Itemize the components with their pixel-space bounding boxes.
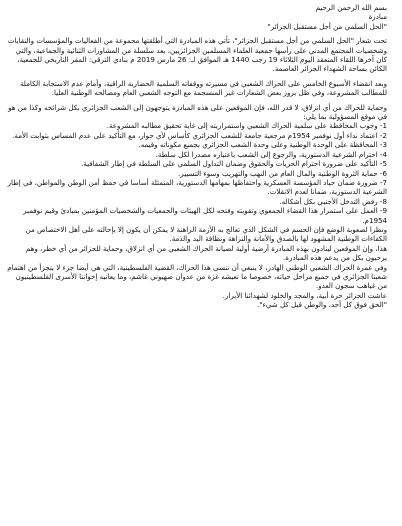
list-item: 1- وجوب المحافظة على سلمية الحراك الشعبي واستمراريته إلى غاية تحقيق مطالبه المشروعة.	[106, 121, 387, 131]
list-item: 4- احترام الشرعية الدستورية، والرجوع إلى الشعب باعتباره مصدرا لكل سلطة.	[155, 149, 387, 159]
list-item: 9- العمل على استمرار هذا الفضاء الجمعوي وتقويته وفتحه لكل الهيئات والجمعيات والشخصيات المؤمنين بمبادئ وقيم نوفمبر 1954م.	[23, 206, 387, 225]
initiative-heading: مبادرة	[368, 12, 387, 22]
body-paragraph: هذا، وإن الموقعين لينادون بهذه المبادرة أرضية أولية لصيانة الحراك الشعبي من أي انزلاق، وحماية للجزائر من أي خطر، وهم يرحبون بكل من يدعم هذه المبادرة.	[25, 243, 387, 263]
intro-paragraph: تحت شعار "الحل السلمي من أجل مستقبل الجزائر"، تأتي هذه المبادرة التي أطلقتها مجموعة من الفعاليات والمؤسسات والنقابات وشخصيات المجتمع المدني على رأسها جمعية العلماء المسلمين الجزائريين، بعد سلسلة من المشاورات الثنائية والجماعية، والتي كان آخرها اللقاء المنعقد اليوم الثلاثاء 19 رجب 1440 هـ الموافق لـ: 26 مارس 2019 م بنادي الترقي: المقر التاريخي للجمعية، الكائن بساحة الشهداء الجزائر العاصمة.	[7, 36, 387, 74]
body-paragraph: وفي غمرة الحراك الشعبي الوطني الهادر، لا ينبغي أن ننسى هذا الحراك، القضية الفلسطينية، التي هي أيضا جزء لا يتجزأ من اهتمام شعبنا الجزائري في جميع مراحل حياته، خصوصا ما تعيشه غزة من عدوان صهيوني غاشم، وما يعانيه إخواننا الأسرى الفلسطينيون من غياهب سجون العدو.	[7, 262, 387, 291]
purpose-paragraph: وحماية للحراك من أي انزلاق، لا قدر الله، فإن الموقعين على هذه المبادرة يتوجهون إلى الشعب الجزائري بكل شرائحه وكذا من هو في موقع المسؤولية بما يلي:	[8, 102, 387, 122]
list-item: 7- ضرورة ضمان حياد المؤسسة العسكرية واحتفاظها بمهامها الدستورية، المتمثلة أساسا في حفظ أمن الوطن والمواطن، في إطار الشرعية الدستورية، ضمانا لعدم الانفلات.	[7, 177, 387, 197]
basmala: بسم الله الرحمن الرحيم	[315, 3, 387, 12]
body-paragraph: ونظرا لصعوبة الوضع فإن الحسم في الشكل الذي تعالج به الأزمة الراهنة لا يمكن أن يكون إلا بإحالته على أهل الاختصاص من الكفاءات الوطنية المشهود لها بالصدق والأمانة والنزاهة ونظافة اليد والذمة.	[25, 224, 387, 244]
closing-motto: "الحق فوق كل أحد، والوطن قبل كل شيء".	[257, 300, 387, 310]
list-item: 6- حماية الثروة الوطنية والمال العام من النهب والتهريب وسوء التسيير.	[178, 168, 387, 178]
list-item: 5- التأكيد على ضرورة احترام الحريات والحقوق وضمان التداول السلمي على السلطة في إطار الشفافية.	[81, 159, 387, 169]
list-item: 8- رفض التدخل الأجنبي بكل أشكاله.	[279, 196, 387, 206]
initiative-subtitle: "الحل السلمي من أجل مستقبل الجزائر"	[267, 21, 387, 31]
body-paragraph: عاشت الجزائر حرة أبية، والمجد والخلود لشهدائنا الأبرار.	[222, 290, 387, 300]
list-item: 3- المحافظة على الوحدة الوطنية وعلى وحدة الشعب الجزائري بجميع مكوناته وقيمه.	[138, 140, 387, 150]
list-item: 2- اعتماد نداء أول نوفمبر 1954م مرجعية جامعة للشعب الجزائري كأساس لأي حوار، مع التأكيد على عدم المساس بثوابت الأمة.	[12, 130, 387, 140]
points-list	[5, 121, 387, 224]
context-paragraph: وبعد انقضاء الأسبوع الخامس على الحراك الشعبي في مسيرته ووقفاته السلمية الحضارية الراقية، وأمام عدم الاستجابة الكاملة للمطالب المشروعة، وفي ظل بروز بعض الشعارات غير المنسجمة مع التوجه الشعبي العام ومصالحه الوطنية العليا.	[19, 78, 387, 98]
